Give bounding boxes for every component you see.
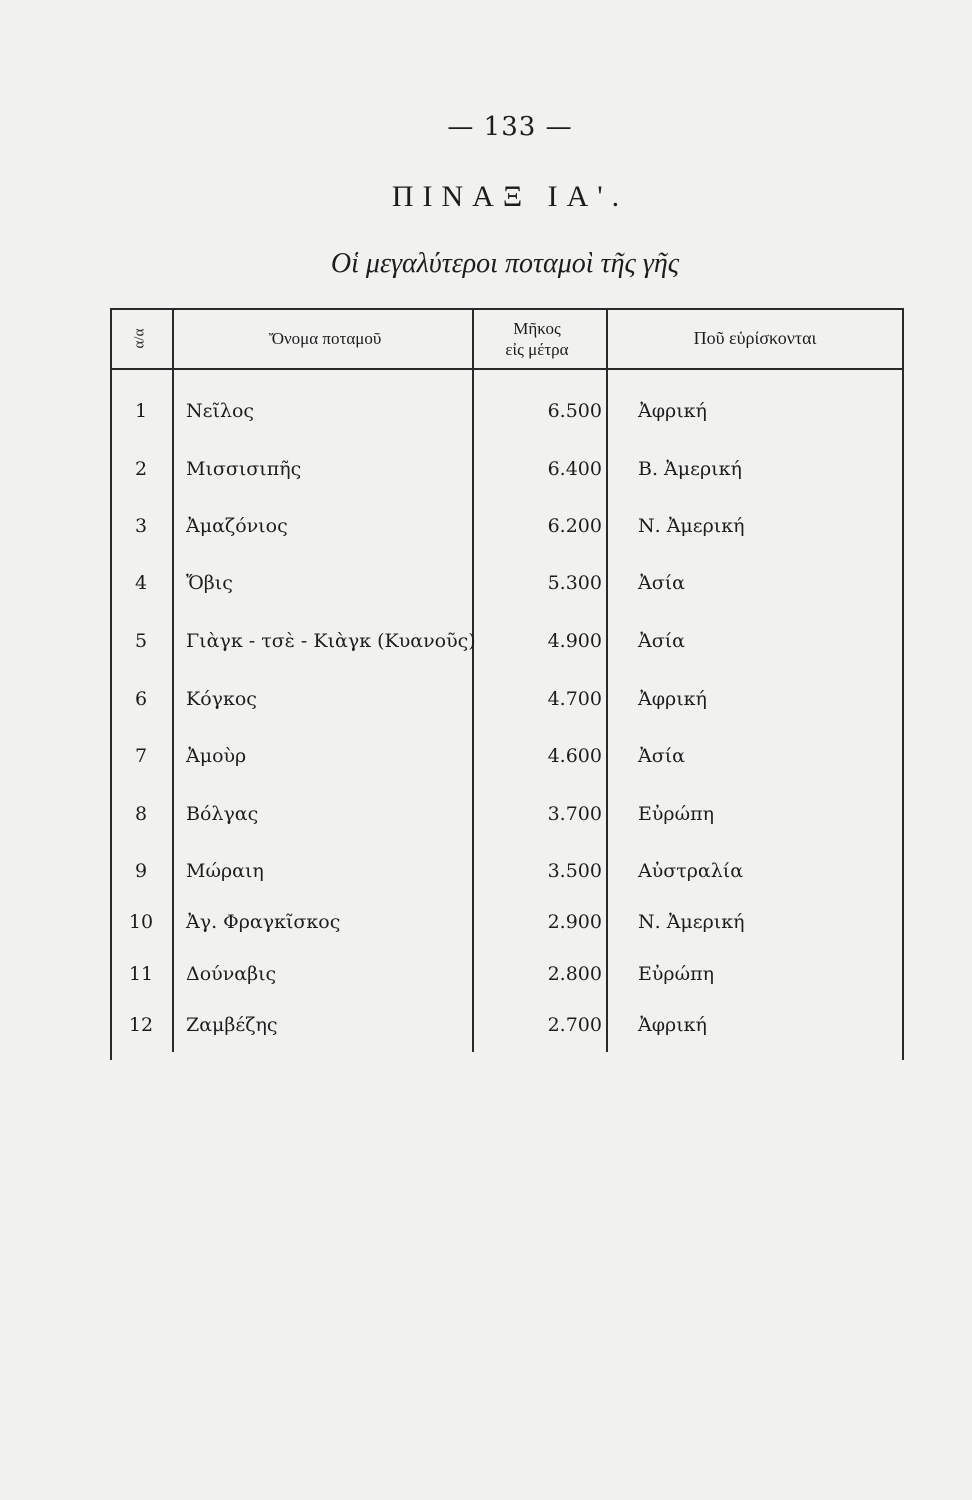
row-length: 4.600: [547, 745, 602, 767]
row-river-name: Δούναβις: [186, 963, 277, 985]
header-length-line2: εἰς μέτρα: [505, 340, 569, 359]
table-row: [110, 1014, 904, 1054]
row-length: 2.700: [547, 1014, 602, 1036]
header-length: [472, 318, 602, 360]
row-location: Ἀσία: [638, 572, 685, 594]
table-row: [110, 803, 904, 843]
row-number: 5: [134, 630, 148, 652]
row-length: 6.200: [547, 515, 602, 537]
row-location: Εὐρώπη: [638, 803, 714, 825]
row-location: Ν. Ἀμερική: [638, 911, 745, 933]
row-number: 1: [134, 400, 148, 422]
table-row: [110, 963, 904, 1003]
row-river-name: Νεῖλος: [186, 400, 255, 422]
row-river-name: Ἀμαζόνιος: [186, 515, 288, 537]
row-river-name: Μώραιη: [186, 860, 264, 882]
header-length-line1: Μῆκος: [513, 319, 561, 338]
row-length: 4.900: [547, 630, 602, 652]
row-length: 2.900: [547, 911, 602, 933]
table-header-rule: [110, 368, 904, 370]
table-row: [110, 860, 904, 900]
row-location: Ἀφρική: [638, 400, 707, 422]
header-name: Ὄνομα ποταμοῦ: [268, 329, 382, 348]
row-river-name: Βόλγας: [186, 803, 259, 825]
row-length: 4.700: [547, 688, 602, 710]
row-length: 5.300: [547, 572, 602, 594]
row-length: 6.500: [547, 400, 602, 422]
row-location: Ἀσία: [638, 630, 685, 652]
row-location: Εὐρώπη: [638, 963, 714, 985]
table-row: [110, 911, 904, 951]
row-location: Ν. Ἀμερική: [638, 515, 745, 537]
row-number: 3: [134, 515, 148, 537]
table-row: [110, 458, 904, 498]
row-number: 6: [134, 688, 148, 710]
row-number: 9: [134, 860, 148, 882]
row-number: 2: [134, 458, 148, 480]
row-length: 3.500: [547, 860, 602, 882]
table-row: [110, 515, 904, 555]
table-subtitle: Οἱ μεγαλύτεροι ποταμοὶ τῆς γῆς: [330, 248, 680, 279]
row-river-name: Ἀμοὺρ: [186, 745, 247, 767]
row-river-name: Γιὰγκ - τσὲ - Κιὰγκ (Κυανοῦς): [186, 630, 476, 652]
table-row: [110, 745, 904, 785]
row-location: Β. Ἀμερική: [638, 458, 742, 480]
row-length: 6.400: [547, 458, 602, 480]
page-number: — 133 —: [447, 112, 573, 142]
row-river-name: Ὄβις: [186, 572, 233, 594]
table-row: [110, 688, 904, 728]
row-number: 4: [134, 572, 148, 594]
row-river-name: Ἀγ. Φραγκῖσκος: [186, 911, 341, 933]
row-river-name: Ζαμβέζης: [186, 1014, 278, 1036]
row-location: Αὐστραλία: [638, 860, 744, 882]
row-number: 12: [128, 1014, 154, 1036]
row-location: Ἀσία: [638, 745, 685, 767]
table-title: ΠΙΝΑΞ ΙΑ'.: [391, 180, 629, 213]
row-location: Ἀφρική: [638, 688, 707, 710]
table-top-rule: [110, 308, 904, 310]
row-number: 10: [128, 911, 154, 933]
row-length: 2.800: [547, 963, 602, 985]
row-number: 8: [134, 803, 148, 825]
table-row: [110, 400, 904, 440]
header-location: Ποῦ εὑρίσκονται: [693, 328, 817, 348]
row-location: Ἀφρική: [638, 1014, 707, 1036]
row-river-name: Κόγκος: [186, 688, 257, 710]
row-river-name: Μισσισιπῆς: [186, 458, 302, 480]
table-row: [110, 630, 904, 670]
row-number: 11: [128, 963, 154, 985]
row-number: 7: [134, 745, 148, 767]
table-row: [110, 572, 904, 612]
row-length: 3.700: [547, 803, 602, 825]
rivers-table: [110, 308, 904, 1060]
header-number: α/α: [131, 328, 148, 349]
